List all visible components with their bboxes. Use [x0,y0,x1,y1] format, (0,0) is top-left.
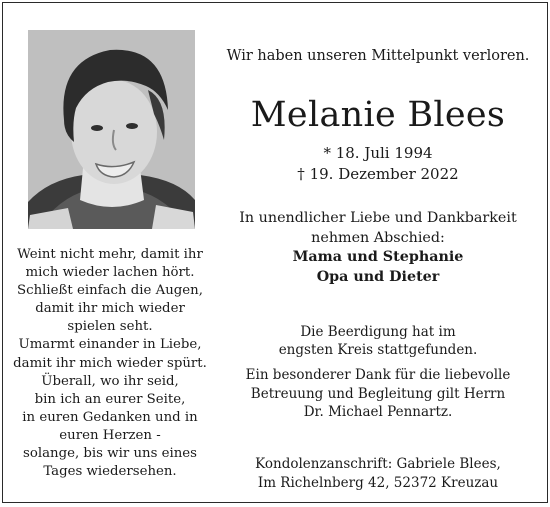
portrait-photo [28,30,195,229]
tagline: Wir haben unseren Mittelpunkt verloren. [226,48,530,64]
family-name: Mama und Stephanie [292,249,464,265]
life-dates [208,143,548,185]
poem-line: damit ihr mich wieder spürt. [13,355,207,371]
poem-line: damit ihr mich wieder [35,301,185,317]
mourning-line: In unendlicher Liebe und Dankbarkeit [239,210,517,226]
poem-line: Weint nicht mehr, damit ihr [17,247,203,262]
birth-date: * 18. Juli 1994 [323,144,433,162]
thanks-line: Betreuung und Begleitung gilt Herrn [250,385,506,402]
poem-line: solange, bis wir uns eines [23,446,197,462]
condolence-address [208,455,548,492]
poem-line: mich wieder lachen hört. [25,265,195,281]
mourning-line: nehmen Abschied: [311,229,445,246]
funeral-line: engsten Kreis stattgefunden. [278,342,478,359]
funeral-line: Die Beerdigung hat im [300,324,456,340]
thanks-line: Ein besonderer Dank für die liebevolle [245,367,511,383]
thanks-note [208,366,548,422]
portrait-image [28,30,195,229]
poem-line: Schließt einfach die Augen, [17,283,203,299]
funeral-note [208,323,548,360]
address-line: Kondolenzanschrift: Gabriele Blees, [255,456,501,472]
mourning-block [208,209,548,287]
poem-line: spielen seht. [67,319,153,335]
deceased-name: Melanie Blees [250,95,506,135]
poem-line: euren Herzen - [59,427,161,443]
obituary-notice [2,2,548,503]
poem-line: Umarmt einander in Liebe, [18,337,202,353]
poem-line: bin ich an eurer Seite, [34,391,186,407]
poem [11,246,209,481]
poem-line: Tages wiedersehen. [43,464,177,480]
family-name: Opa und Dieter [316,268,440,285]
poem-line: Überall, wo ihr seid, [41,373,179,389]
thanks-line: Dr. Michael Pennartz. [303,404,453,421]
address-line: Im Richelnberg 42, 52372 Kreuzau [257,474,499,491]
poem-line: in euren Gedanken und in [22,409,198,425]
death-date: † 19. Dezember 2022 [297,165,459,183]
